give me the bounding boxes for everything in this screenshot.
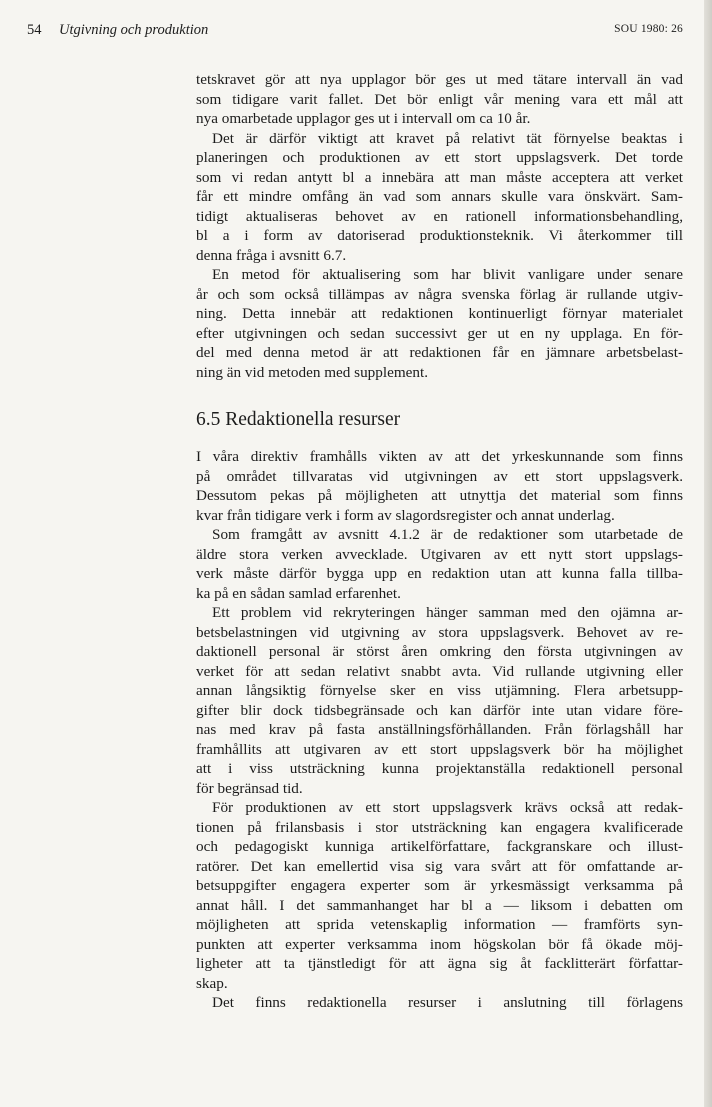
text-line: betsuppgifter engagera experter som är yrkesmässigt verksamma på (196, 877, 683, 894)
text-section-resources (196, 447, 683, 1013)
text-line: och pedagogiskt kunniga artikelförfattare, fackgranskare och illust- (196, 838, 683, 855)
text-line: ligheter att ta tjänstledigt för att ägna sig åt facklitterärt författar- (196, 955, 683, 972)
text-line: annat håll. I det sammanhanget har bl a — liksom i debatten om (196, 896, 683, 914)
text-line: verket för att sedan relativt snabbt avta. Vid rullande utgivning eller (196, 662, 683, 680)
text-line: på området tillvaratas vid utgivningen av ett stort uppslagsverk. (196, 467, 683, 485)
text-line: efter utgivningen och sedan successivt ger ut en ny upplaga. En för- (196, 324, 683, 342)
text-line: nya omarbetade upplagor ges ut i intervall om ca 10 år. (196, 110, 531, 127)
text-line: för begränsad tid. (196, 779, 303, 797)
text-line: punkten att experter verksamma inom högskolan bör få ökade möj- (196, 935, 683, 953)
text-line: ratörer. Det kan emellertid visa sig vara svårt att för omfattande ar- (196, 857, 683, 875)
text-line: får ett mindre omfång än vad som annars skulle vara önskvärt. Sam- (196, 188, 683, 205)
text-line: Det finns redaktionella resurser i anslutning till förlagens (212, 994, 683, 1011)
text-line: kvar från tidigare verk i form av slagordsregister och annat underlag. (196, 506, 615, 524)
text-line: ning. Detta innebär att redaktionen kontinuerligt förnyar materialet (196, 305, 683, 322)
text-line: ning än vid metoden med supplement. (196, 363, 428, 381)
text-line: som vi redan antytt bl a innebära att man måste acceptera att verket (196, 168, 683, 186)
text-line: bl a i form av datoriserad produktionsteknik. Vi återkommer till (196, 227, 683, 244)
text-line: annan långsiktig förnyelse sker en viss utjämning. Flera arbetsupp- (196, 682, 683, 699)
document-id: SOU 1980: 26 (614, 23, 683, 35)
text-line: tetskravet gör att nya upplagor bör ges ut med tätare intervall än vad (196, 71, 683, 88)
page-edge (704, 0, 712, 1107)
text-line: framhållits att utgivaren av ett stort uppslagsverk bör ha möjlighet (196, 740, 683, 758)
text-line: betsbelastningen vid utgivning av stora uppslagsverk. Behovet av re- (196, 623, 683, 641)
page-number: 54 (27, 22, 42, 38)
text-line: att i viss utsträckning kunna projektanställa redaktionell personal (196, 760, 683, 777)
section-heading: 6.5 Redaktionella resurser (196, 409, 401, 430)
text-line: Ett problem vid rekryteringen hänger samman med den ojämna ar- (212, 604, 683, 621)
text-line: Det är därför viktigt att kravet på relativt tät förnyelse beaktas i (212, 129, 683, 147)
page-header (27, 22, 683, 44)
text-line: I våra direktiv framhålls vikten av att det yrkeskunnande som finns (196, 448, 683, 465)
text-line: nas med krav på fasta anställningsförhållanden. Från förlagshåll har (196, 721, 683, 738)
text-line: denna fråga i avsnitt 6.7. (196, 246, 347, 264)
text-line: Som framgått av avsnitt 4.1.2 är de redaktioner som utarbetade de (212, 526, 683, 543)
text-line: planeringen och produktionen av ett stort uppslagsverk. Det torde (196, 149, 683, 166)
text-line: möjligheten att sprida vetenskaplig information — framförts syn- (196, 916, 683, 933)
text-line: En metod för aktualisering som har blivit vanligare under senare (212, 266, 683, 283)
text-line: gifter blir dock tidsbegränsade och kan därför inte utan vidare före- (196, 701, 683, 719)
body-text (196, 70, 683, 1013)
text-line: daktionell personal är störst åren omkring den första utgivningen av (196, 643, 683, 660)
text-line: äldre stora verken avvecklade. Utgivaren av ett nytt stort uppslags- (196, 545, 683, 563)
text-line: verk måste därför bygga upp en redaktion utan att kunna falla tillba- (196, 565, 683, 582)
text-line: För produktionen av ett stort uppslagsverk krävs också att redak- (212, 799, 683, 816)
text-line: år och som också tillämpas av några svenska förlag är rullande utgiv- (196, 285, 683, 303)
text-line: tionen på frilansbasis i stor utsträckning kan engagera kvalificerade (196, 818, 683, 836)
text-line: ka på en sådan samlad erfarenhet. (196, 584, 401, 602)
text-line: Dessutom pekas på möjligheten att utnyttja det material som finns (196, 487, 683, 504)
running-title: Utgivning och produktion (59, 22, 209, 38)
text-line: del med denna metod är att redaktionen får en jämnare arbetsbelast- (196, 344, 683, 361)
text-line: som tidigare varit fallet. Det bör enligt vår mening vara ett mål att (196, 90, 683, 108)
text-section-intro (196, 70, 683, 382)
text-line: tidigt aktualiseras behovet av en rationell informationsbehandling, (196, 207, 683, 225)
text-line: skap. (196, 974, 228, 992)
